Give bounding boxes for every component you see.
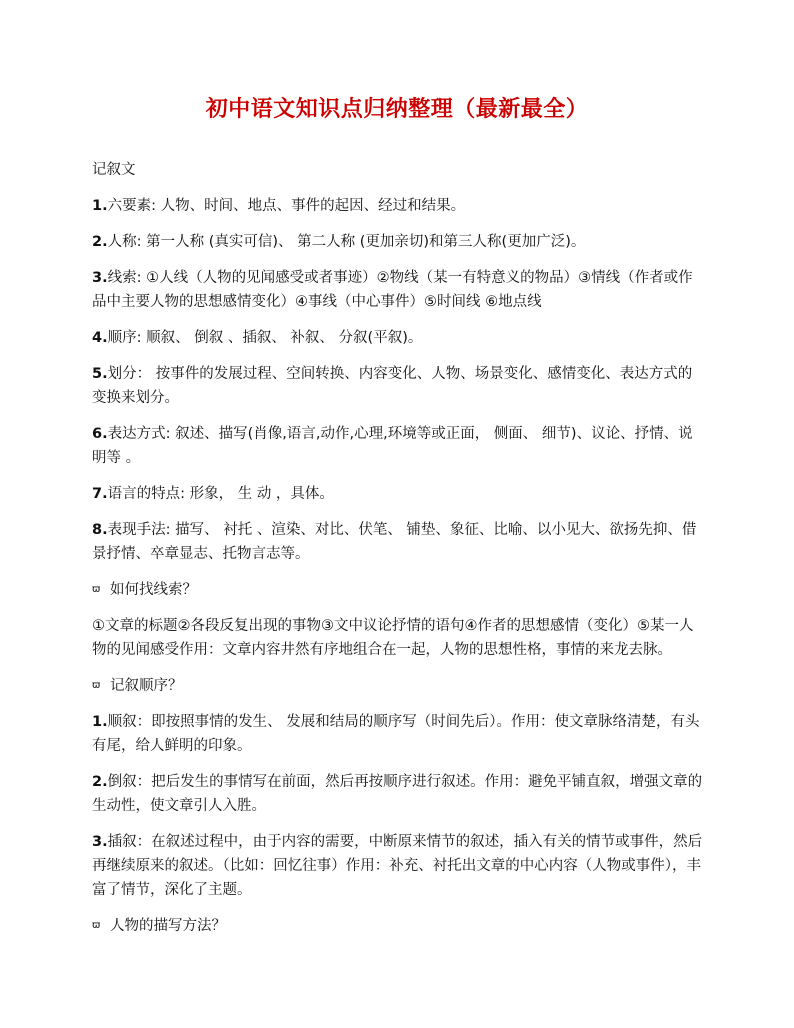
list-item	[92, 830, 704, 902]
item-number: 5.	[92, 366, 108, 382]
list-item	[92, 482, 704, 506]
item-text: 表达方式: 叙述、描写(肖像,语言,动作,心理,环境等或正面， 侧面、 细节)、议论、抒情、说明等 。	[92, 426, 693, 466]
bullet-icon: ϖ	[92, 680, 101, 691]
item-number: 1.	[92, 714, 108, 730]
item-text: 插叙：在叙述过程中，由于内容的需要，中断原来情节的叙述，插入有关的情节或事件，然后再继续原来的叙述。（比如：回忆往事）作用：补充、衬托出文章的中心内容（人物或事件），丰富了情节，深化了主题。	[92, 834, 703, 898]
item-text: 顺叙：即按照事情的发生、 发展和结局的顺序写（时间先后）。作用：使文章脉络清楚，有头有尾，给人鲜明的印象。	[92, 714, 700, 754]
question-heading	[92, 578, 704, 602]
list-item	[92, 326, 704, 350]
list-item	[92, 710, 704, 758]
page-title: 初中语文知识点归纳整理（最新最全）	[205, 97, 589, 122]
item-text: 划分： 按事件的发展过程、空间转换、内容变化、人物、场景变化、感情变化、表达方式的变换来划分。	[92, 366, 693, 406]
question-heading	[92, 914, 704, 938]
question-text: 记叙顺序？	[110, 678, 183, 694]
item-text: 顺序: 顺叙、 倒叙 、插叙、 补叙、 分叙(平叙)。	[107, 330, 423, 346]
item-number: 2.	[92, 234, 108, 250]
item-number: 1.	[92, 198, 108, 214]
item-number: 3.	[92, 834, 108, 850]
item-number: 4.	[92, 330, 108, 346]
question-text: 人物的描写方法？	[110, 918, 226, 934]
item-text: 六要素: 人物、时间、地点、事件的起因、经过和结果。	[107, 198, 466, 214]
list-item	[92, 770, 704, 818]
question-heading	[92, 674, 704, 698]
item-number: 8.	[92, 522, 108, 538]
item-number: 2.	[92, 774, 108, 790]
list-item	[92, 194, 704, 218]
item-text: 倒叙：把后发生的事情写在前面，然后再按顺序进行叙述。作用：避免平铺直叙，增强文章的生动性，使文章引人入胜。	[92, 774, 703, 814]
list-item	[92, 518, 704, 566]
item-text: 语言的特点: 形象， 生 动 ，具体。	[107, 486, 334, 502]
bullet-icon: ϖ	[92, 920, 101, 931]
item-text: 表现手法: 描写、 衬托 、渲染、对比、伏笔、 铺垫、象征、比喻、以小见大、欲扬先抑、借景抒情、卒章显志、托物言志等。	[92, 522, 697, 562]
list-item	[92, 230, 704, 254]
item-number: 3.	[92, 270, 108, 286]
item-text: 人称: 第一人称 (真实可信)、 第二人称 (更加亲切)和第三人称(更加广泛)。	[107, 234, 586, 250]
list-item	[92, 422, 704, 470]
bullet-icon: ϖ	[92, 584, 101, 595]
document-body	[92, 158, 704, 950]
item-number: 7.	[92, 486, 108, 502]
list-item	[92, 266, 704, 314]
item-number: 6.	[92, 426, 108, 442]
list-item	[92, 362, 704, 410]
question-text: 如何找线索？	[110, 582, 197, 598]
answer-paragraph: ①文章的标题②各段反复出现的事物③文中议论抒情的语句④作者的思想感情（变化）⑤某一人物的见闻感受作用：文章内容井然有序地组合在一起，人物的思想性格，事情的来龙去脉。	[92, 618, 694, 658]
item-text: 线索: ①人线（人物的见闻感受或者事迹）②物线（某一有特意义的物品）③情线（作者或作品中主要人物的思想感情变化）④事线（中心事件）⑤时间线 ⑥地点线	[92, 270, 693, 310]
section-heading: 记叙文	[92, 162, 136, 178]
